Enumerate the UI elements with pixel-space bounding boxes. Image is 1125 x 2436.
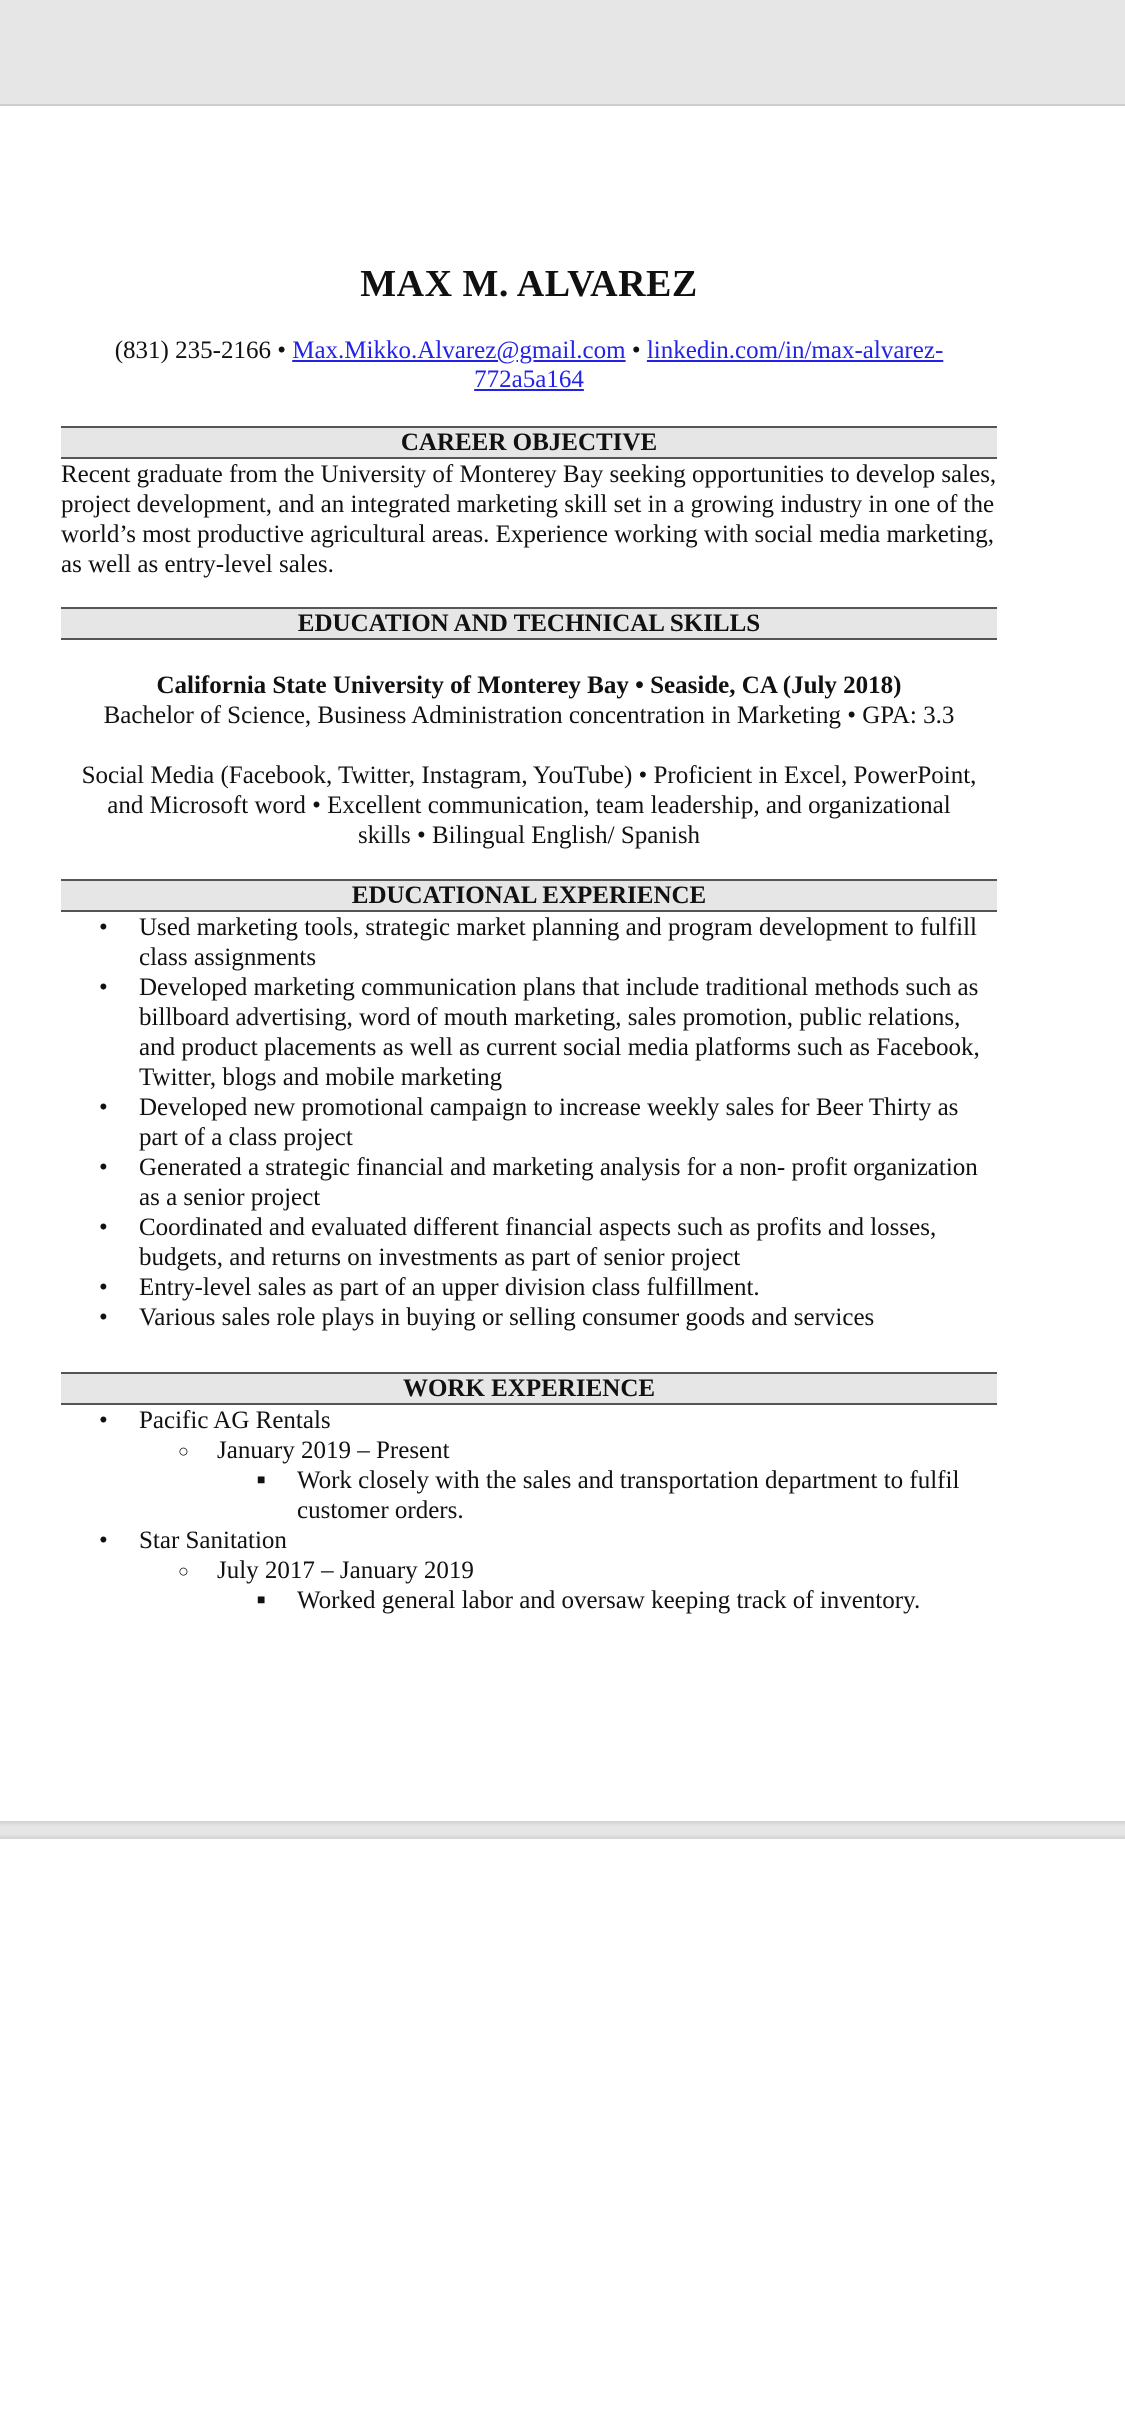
employer-item: • Star Sanitation	[99, 1527, 287, 1554]
bullet-icon: •	[99, 1527, 108, 1554]
section-header-work-experience: WORK EXPERIENCE	[61, 1372, 997, 1405]
bullet-icon: •	[99, 974, 108, 1001]
section-header-career-objective: CAREER OBJECTIVE	[61, 426, 997, 459]
educational-experience-list	[61, 913, 997, 1333]
degree-line: Bachelor of Science, Business Administration concentration in Marketing • GPA: 3.3	[103, 702, 955, 729]
list-item: • Generated a strategic financial and marketing analysis for a non- profit organization as a senior project	[99, 1154, 978, 1211]
candidate-name: MAX M. ALVAREZ	[360, 263, 698, 305]
phone-number: (831) 235-2166	[114, 337, 271, 364]
separator-bullet: •	[277, 337, 286, 364]
square-bullet-icon: ■	[257, 1593, 266, 1608]
contact-line	[61, 336, 997, 394]
section-header-education: EDUCATION AND TECHNICAL SKILLS	[61, 607, 997, 640]
separator-bullet: •	[631, 337, 641, 364]
linkedin-link[interactable]: linkedin.com/in/max-alvarez- 772a5a164	[474, 337, 944, 393]
bullet-icon: •	[99, 1304, 108, 1331]
page-break-divider	[0, 1821, 1125, 1839]
bullet-icon: •	[99, 1094, 108, 1121]
list-item: • Various sales role plays in buying or selling consumer goods and services	[99, 1304, 875, 1331]
dates-item: ○ July 2017 – January 2019	[178, 1557, 474, 1584]
email-link[interactable]: Max.Mikko.Alvarez@gmail.com	[292, 337, 626, 364]
bullet-icon: •	[99, 1154, 108, 1181]
section-header-educational-experience: EDUCATIONAL EXPERIENCE	[61, 879, 997, 912]
list-item: • Developed new promotional campaign to increase weekly sales for Beer Thirty as part of a class project	[99, 1094, 959, 1151]
duty-item: ■ Work closely with the sales and transportation department to fulfil customer orders.	[257, 1467, 960, 1524]
dates-item: ○ January 2019 – Present	[178, 1437, 450, 1464]
list-item: • Coordinated and evaluated different financial aspects such as profits and losses, budgets, and returns on investments as part of senior project	[99, 1214, 937, 1271]
duty-item: ■ Worked general labor and oversaw keeping track of inventory.	[257, 1587, 921, 1614]
viewer-top-bar	[0, 0, 1125, 106]
list-item: • Developed marketing communication plans that include traditional methods such as billboard advertising, word of mouth marketing, sales promotion, public relations, and product placements as well as current social media platforms such as Facebook, Twitter, blogs and mobile marketing	[99, 974, 980, 1091]
list-item: • Entry-level sales as part of an upper division class fulfillment.	[99, 1274, 760, 1301]
bullet-icon: •	[99, 1214, 108, 1241]
square-bullet-icon: ■	[257, 1473, 266, 1488]
skills-text: Social Media (Facebook, Twitter, Instagram, YouTube) • Proficient in Excel, PowerPoint, and Microsoft word • Excellent communication, team leadership, and organizational skills • Bilingual English/ Spanish	[81, 762, 977, 849]
work-experience-list	[61, 1406, 997, 1616]
bullet-icon: •	[99, 914, 108, 941]
circle-bullet-icon: ○	[178, 1561, 189, 1581]
list-item: • Used marketing tools, strategic market planning and program development to fulfill class assignments	[99, 914, 977, 971]
bullet-icon: •	[99, 1274, 108, 1301]
bullet-icon: •	[99, 1407, 108, 1434]
circle-bullet-icon: ○	[178, 1441, 189, 1461]
career-objective-text: Recent graduate from the University of Monterey Bay seeking opportunities to develop sales, project development, and an integrated marketing skill set in a growing industry in one of the world’s most productive agricultural areas. Experience working with social media marketing, as well as entry-level sales.	[61, 461, 997, 578]
school-line: California State University of Monterey Bay • Seaside, CA (July 2018)	[156, 672, 902, 699]
employer-item: • Pacific AG Rentals	[99, 1407, 331, 1434]
